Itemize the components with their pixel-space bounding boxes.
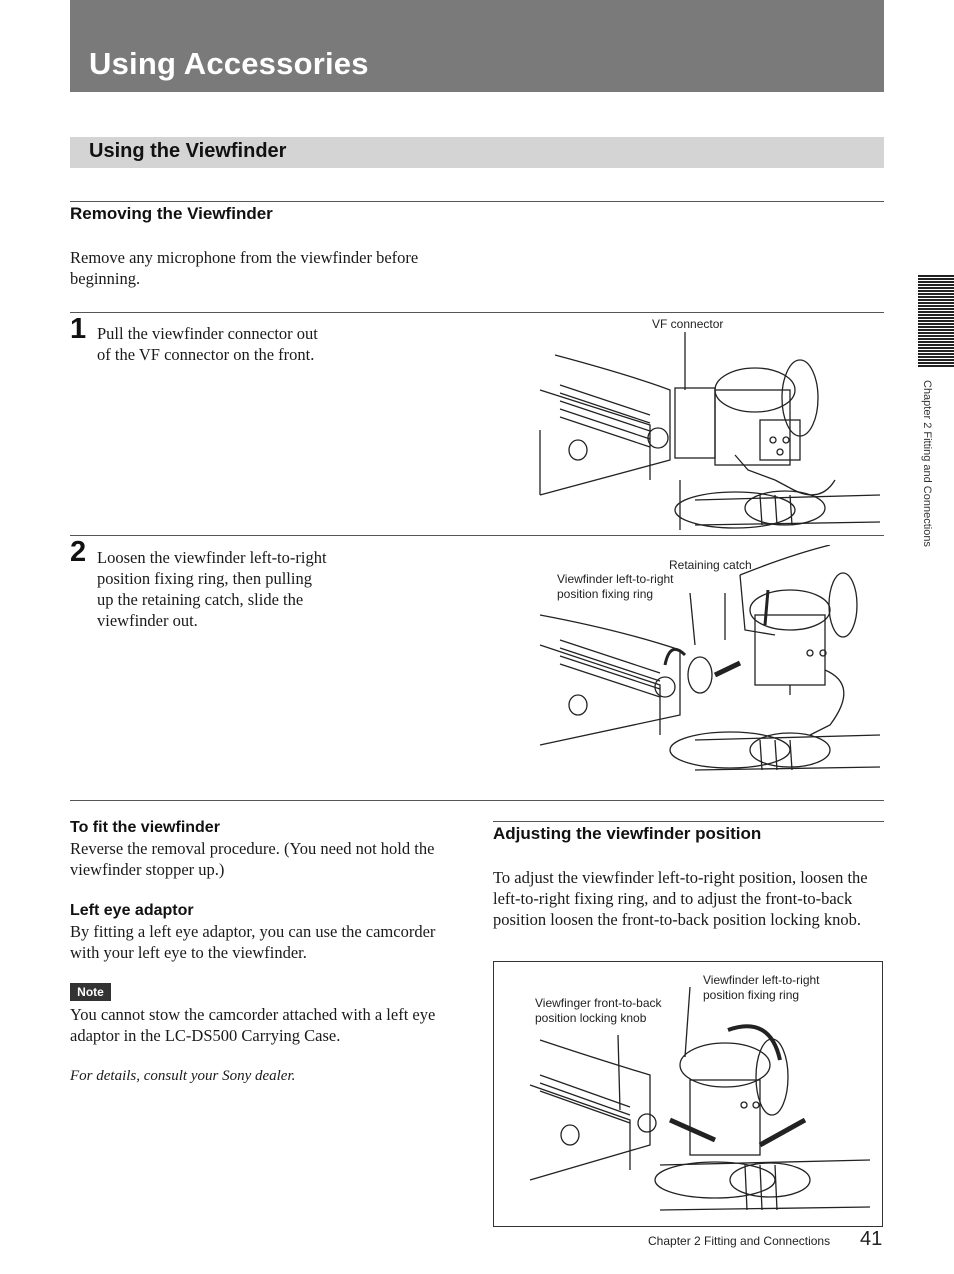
figure-label: Viewfinder left-to-right position fixing ring [557, 572, 674, 601]
footer-chapter: Chapter 2 Fitting and Connections [648, 1234, 831, 1248]
fit-text: Reverse the removal procedure. (You need not hold the viewfinder stopper up.) [70, 839, 435, 879]
figure-label: VF connector [652, 317, 724, 331]
left-eye-heading: Left eye adaptor [70, 902, 194, 919]
figure-vf-connector [530, 330, 884, 530]
note-italic: For details, consult your Sony dealer. [70, 1068, 296, 1084]
figure-label: Retaining catch [669, 558, 752, 572]
step-text: Loosen the viewfinder left-to-right position fixing ring, then pulling up the retaining catch, slide the viewfinder out. [97, 548, 327, 630]
adjusting-heading: Adjusting the viewfinder position [493, 824, 762, 843]
divider [70, 312, 884, 313]
note-badge: Note [70, 983, 111, 1001]
figure-retaining-catch [530, 545, 884, 775]
removing-heading: Removing the Viewfinder [70, 204, 273, 223]
page-number: 41 [860, 1228, 883, 1250]
step-text: Pull the viewfinder connector out of the VF connector on the front. [97, 324, 318, 364]
section-title: Using the Viewfinder [89, 140, 287, 162]
divider [70, 201, 884, 202]
left-eye-text: By fitting a left eye adaptor, you can use the camcorder with your left eye to the viewfinder. [70, 922, 436, 962]
chapter-tab-marker [918, 275, 954, 367]
note-text: You cannot stow the camcorder attached with a left eye adaptor in the LC-DS500 Carrying Case. [70, 1005, 436, 1045]
fit-heading: To fit the viewfinder [70, 819, 220, 836]
divider [70, 535, 884, 536]
step-number: 2 [70, 536, 87, 568]
figure-label: Viewfinger front-to-back position locking knob [535, 996, 662, 1025]
removing-intro: Remove any microphone from the viewfinder before beginning. [70, 248, 419, 288]
divider [493, 821, 884, 822]
figure-label: Viewfinder left-to-right position fixing ring [703, 973, 820, 1002]
figure-position-adjust [500, 985, 876, 1220]
chapter-tab-label: Chapter 2 Fitting and Connections [921, 380, 933, 547]
page-title: Using Accessories [89, 46, 369, 81]
divider [70, 800, 884, 801]
adjusting-text: To adjust the viewfinder left-to-right position, loosen the left-to-right fixing ring, and to adjust the front-to-back position loosen the front-to-back position locking knob. [493, 868, 868, 929]
step-number: 1 [70, 313, 87, 345]
